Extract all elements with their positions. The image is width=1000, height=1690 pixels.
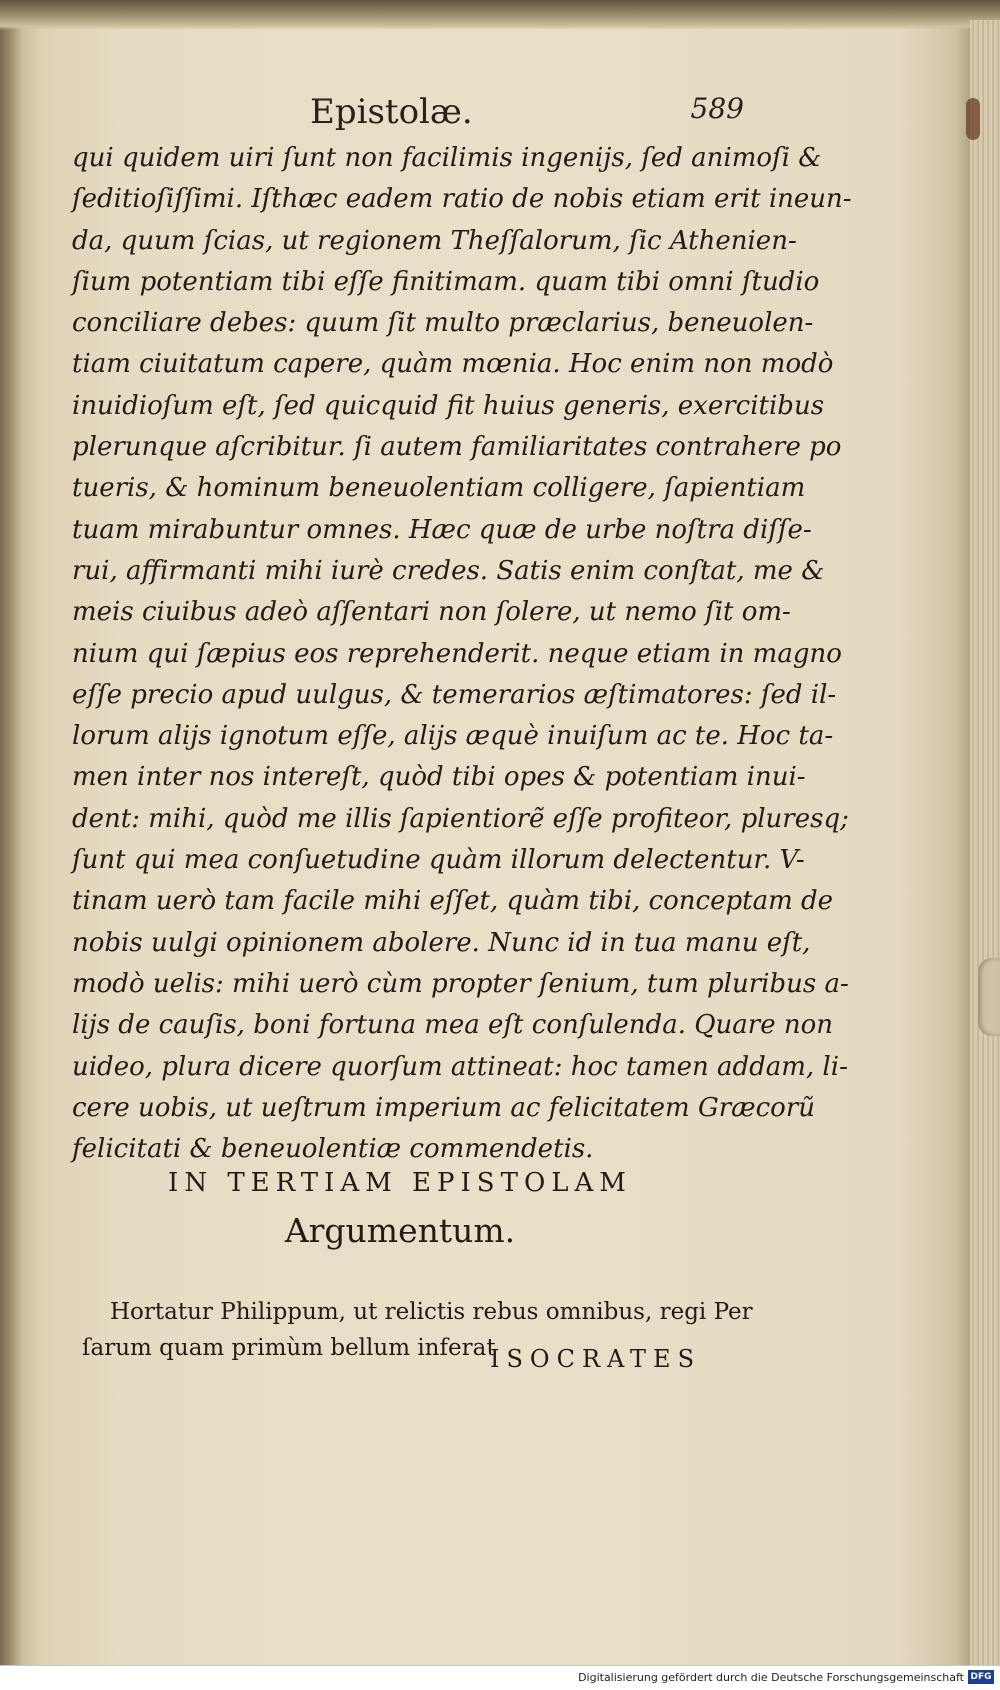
page-stack-edge xyxy=(970,20,1000,1665)
page-tab-mark xyxy=(978,958,1000,1036)
dfg-logo-icon: DFG xyxy=(968,1670,994,1684)
section-subheading: Argumentum. xyxy=(284,1211,516,1250)
running-header xyxy=(70,92,744,136)
page-number: 589 xyxy=(690,92,744,125)
argument-line: ſarum quam primùm bellum inferat xyxy=(82,1335,496,1361)
digitization-footer xyxy=(0,1665,1000,1690)
text-line: ſunt qui mea conſuetudine quàm illorum delectentur. V- xyxy=(72,845,805,876)
text-line: tiam ciuitatum capere, quàm mœnia. Hoc enim non modò xyxy=(72,349,834,380)
running-title: Epistolæ. xyxy=(310,92,473,132)
text-line: nium qui ſæpius eos reprehenderit. neque etiam in magno xyxy=(72,638,842,669)
text-line: felicitati & beneuolentiæ commendetis. xyxy=(72,1134,594,1165)
text-line: lorum alijs ignotum eſſe, alijs æquè inuiſum ac te. Hoc ta- xyxy=(72,721,834,752)
text-line: ſeditioſiſſimi. Iſthæc eadem ratio de nobis etiam erit ineun- xyxy=(72,184,852,215)
text-line: uideo, plura dicere quorſum attineat: hoc tamen addam, li- xyxy=(72,1051,848,1082)
text-line: lijs de cauſis, boni fortuna mea eſt conſulenda. Quare non xyxy=(72,1010,834,1041)
text-line: dent: mihi, quòd me illis ſapientiorẽ eſſe profiteor, pluresq; xyxy=(72,803,849,834)
text-line: men inter nos intereſt, quòd tibi opes & potentiam inui- xyxy=(72,762,806,793)
text-line: conciliare debes: quum ſit multo præclarius, beneuolen- xyxy=(72,308,814,339)
ink-stain xyxy=(966,98,980,140)
text-line: tuam mirabuntur omnes. Hæc quæ de urbe noſtra diſſe- xyxy=(72,514,812,545)
binding-shadow-top xyxy=(0,0,1000,30)
text-line: nobis uulgi opinionem abolere. Nunc id in tua manu eſt, xyxy=(72,927,811,958)
text-line: modò uelis: mihi uerò cùm propter ſenium, tum pluribus a- xyxy=(72,968,849,999)
text-line: tueris, & hominum beneuolentiam colligere, ſapientiam xyxy=(72,473,806,504)
text-line: qui quidem uiri ſunt non facilimis ingenijs, ſed animoſi & xyxy=(72,143,822,173)
section-heading: IN TERTIAM EPISTOLAM xyxy=(168,1168,632,1198)
text-line: plerunque aſcribitur. ſi autem familiaritates contrahere po xyxy=(72,432,842,463)
text-line: da, quum ſcias, ut regionem Theſſalorum, ſic Athenien- xyxy=(72,225,797,256)
text-line: eſſe precio apud uulgus, & temerarios æſtimatores: ſed il- xyxy=(72,679,837,710)
text-line: inuidioſum eſt, ſed quicquid fit huius generis, exercitibus xyxy=(72,390,825,421)
text-line: meis ciuibus adeò aſſentari non ſolere, ut nemo ſit om- xyxy=(72,597,791,628)
argument-line: Hortatur Philippum, ut relictis rebus omnibus, regi Per xyxy=(110,1299,753,1325)
funding-credit: Digitalisierung gefördert durch die Deutsche Forschungsgemeinschaft xyxy=(578,1671,964,1684)
text-line: cere uobis, ut ueſtrum imperium ac felicitatem Græcorũ xyxy=(72,1092,815,1123)
text-line: tinam uerò tam facile mihi eſſet, quàm tibi, conceptam de xyxy=(72,886,834,917)
text-line: rui, affirmanti mihi iurè credes. Satis enim conſtat, me & xyxy=(72,555,825,586)
text-line: ſium potentiam tibi eſſe finitimam. quam tibi omni ſtudio xyxy=(72,266,820,297)
catchword: ISOCRATES xyxy=(490,1345,702,1373)
letter-body xyxy=(72,138,852,1170)
